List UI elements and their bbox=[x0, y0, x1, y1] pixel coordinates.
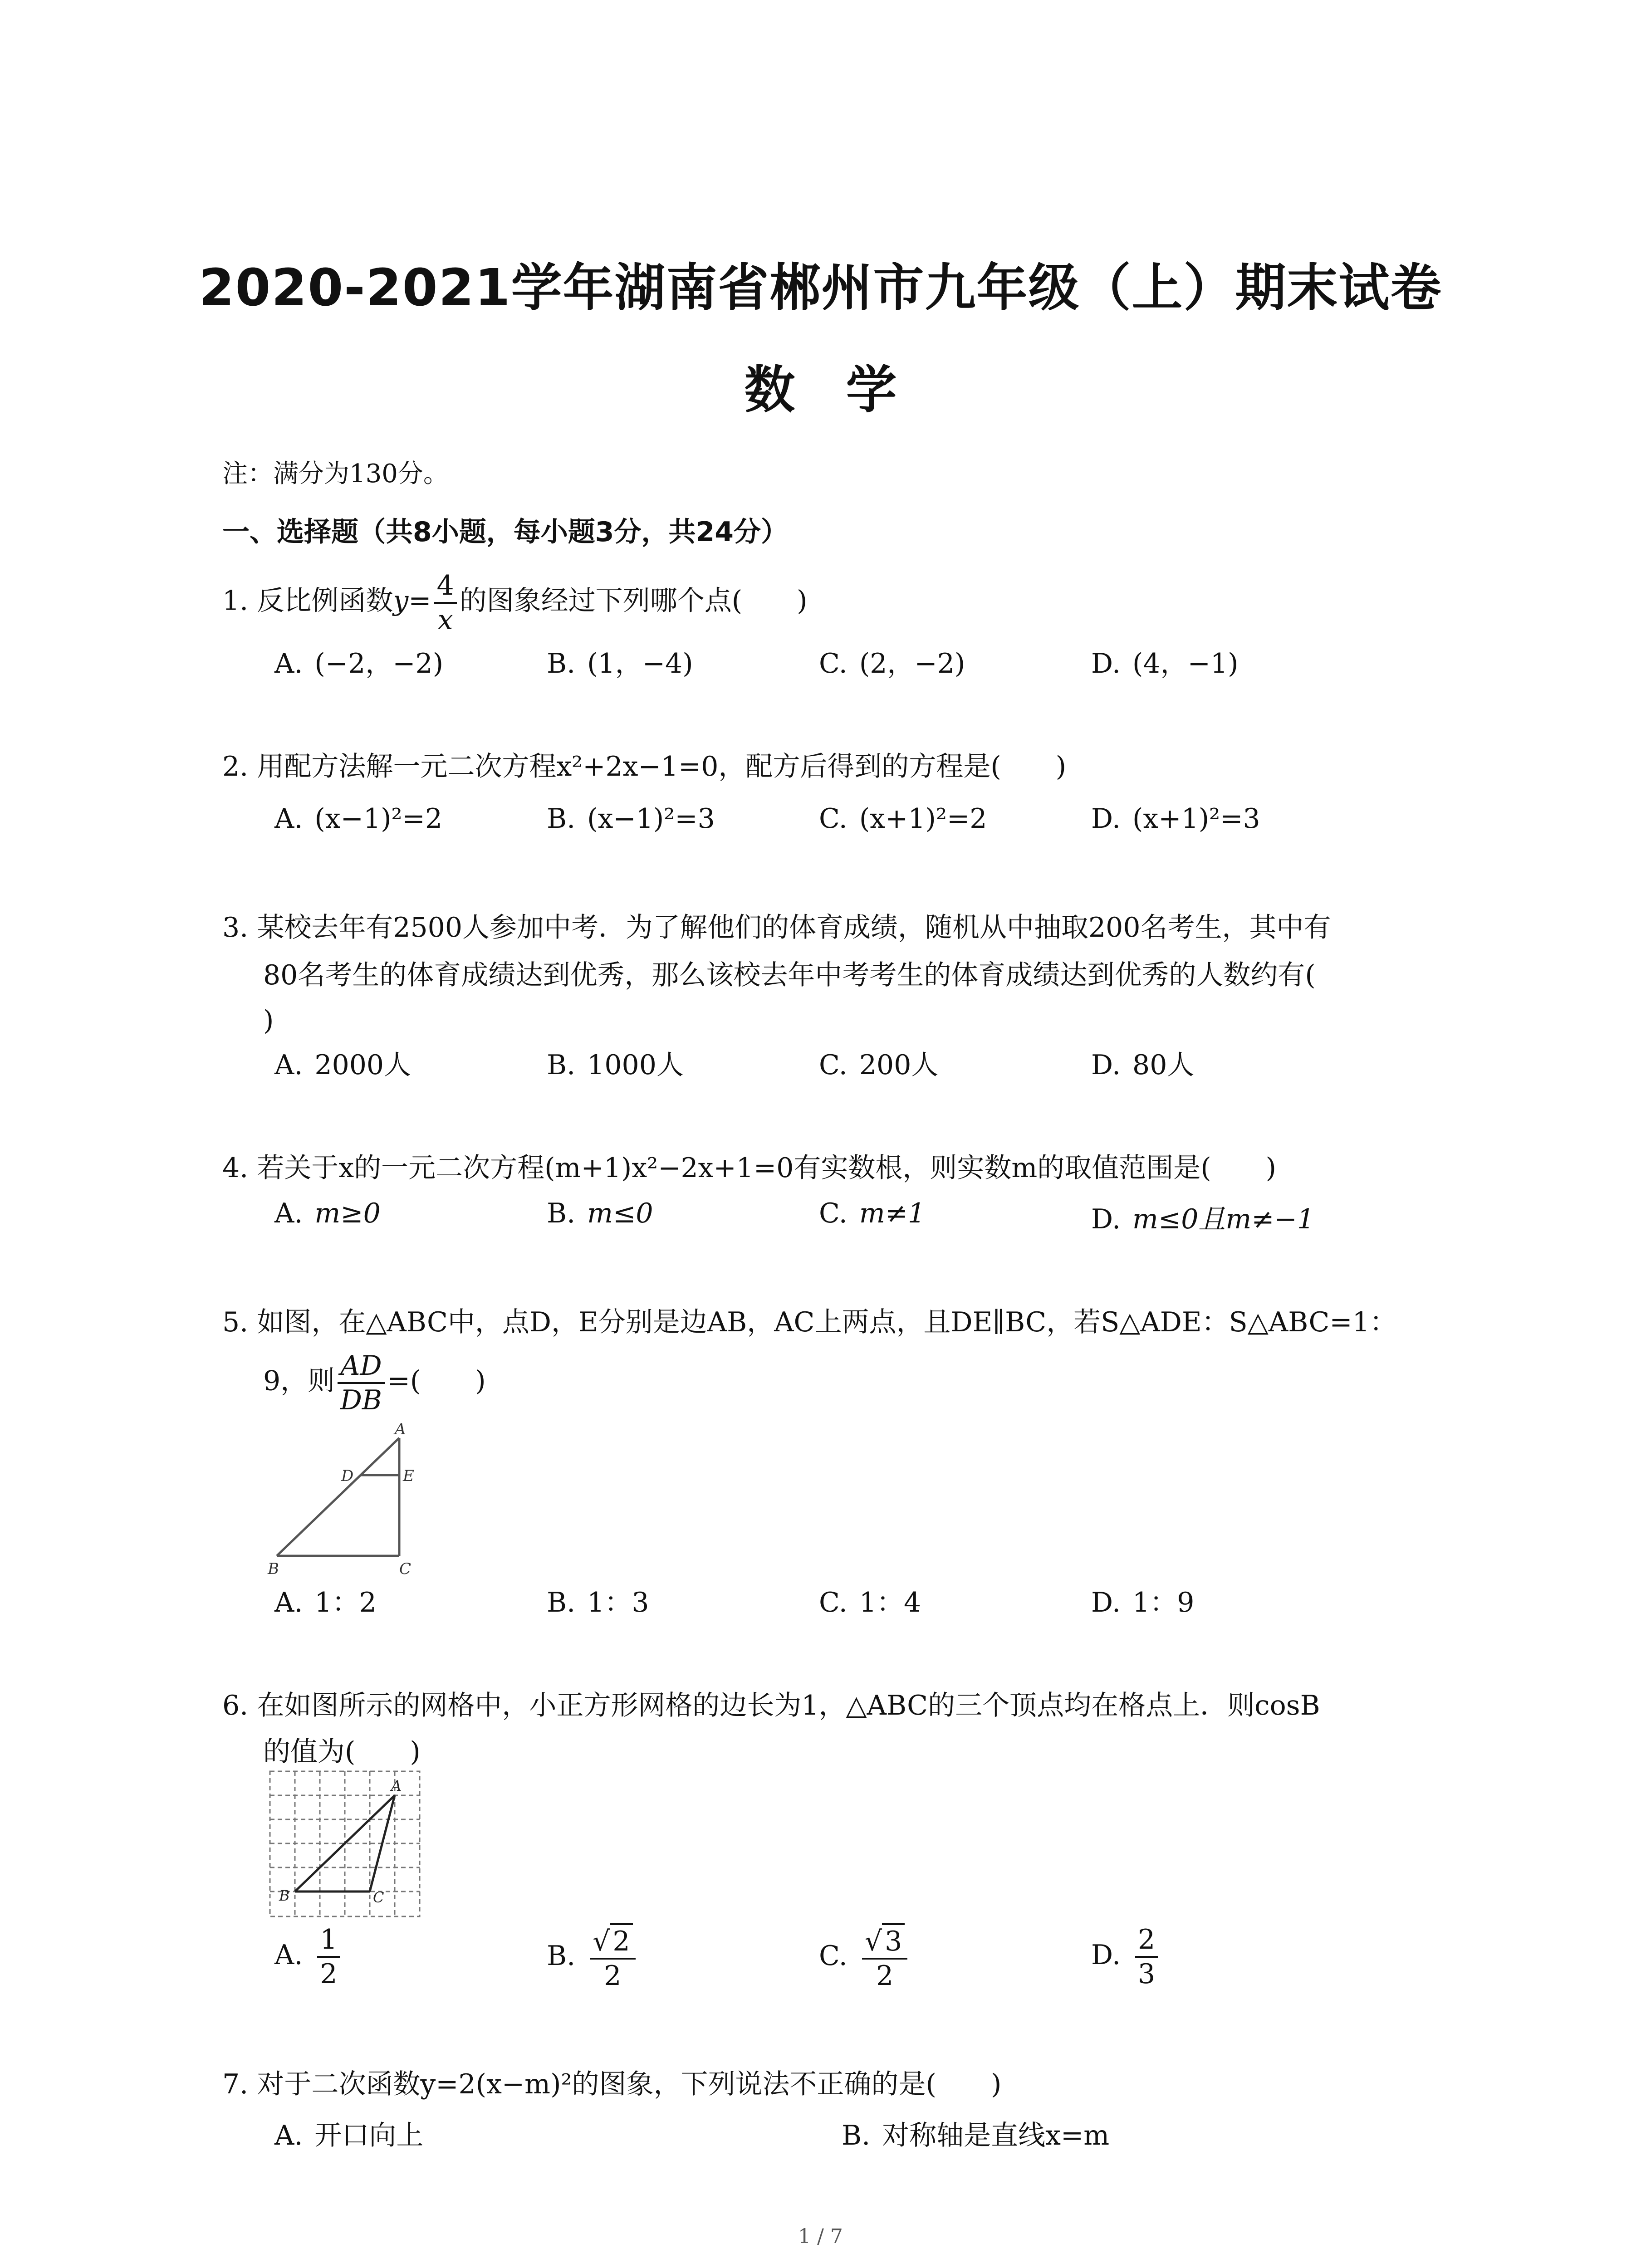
fraction-numerator: AD bbox=[338, 1349, 384, 1384]
q2-option-d[interactable] bbox=[1091, 803, 1260, 835]
option-text: 开口向上 bbox=[314, 2120, 424, 2151]
vertex-b-label: B bbox=[268, 1560, 279, 1578]
option-label: D. bbox=[1091, 803, 1121, 835]
q6-option-c[interactable] bbox=[819, 1923, 910, 1992]
q2-option-b[interactable] bbox=[547, 803, 715, 835]
option-label: C. bbox=[819, 803, 847, 835]
q5-option-d[interactable] bbox=[1091, 1581, 1194, 1620]
fraction-denominator: DB bbox=[340, 1384, 382, 1416]
question-1 bbox=[222, 569, 808, 636]
option-label: D. bbox=[1091, 648, 1121, 679]
vertex-a-label: A bbox=[395, 1420, 406, 1438]
radicand: 3 bbox=[882, 1923, 905, 1958]
option-text: (2，−2) bbox=[859, 648, 965, 679]
option-text: 对称轴是直线x=m bbox=[882, 2120, 1110, 2151]
option-text: 1：2 bbox=[314, 1587, 377, 1618]
question-5-line-2-after: =( ) bbox=[387, 1365, 486, 1397]
option-label: D. bbox=[1091, 1049, 1121, 1081]
option-label: B. bbox=[547, 1198, 576, 1229]
q3-option-c[interactable] bbox=[819, 1043, 938, 1082]
question-3-line-2: 80名考生的体育成绩达到优秀，那么该校去年中考考生的体育成绩达到优秀的人数约有( bbox=[263, 959, 1316, 991]
option-label: A. bbox=[274, 1049, 303, 1081]
q6-option-d[interactable] bbox=[1091, 1923, 1161, 1990]
option-text: m≤0 bbox=[587, 1198, 653, 1229]
option-text: 1：4 bbox=[859, 1587, 921, 1618]
q2-option-a[interactable] bbox=[274, 803, 442, 835]
side-ab bbox=[277, 1438, 399, 1556]
sqrt-sign: √ bbox=[864, 1926, 882, 1957]
option-fraction bbox=[317, 1923, 340, 1990]
question-4-stem: 4. 若关于x的一元二次方程(m+1)x²−2x+1=0有实数根，则实数m的取值范围是( ) bbox=[222, 1152, 1277, 1184]
option-text: (1，−4) bbox=[587, 648, 693, 679]
question-1-eq: = bbox=[408, 585, 431, 617]
q6-option-b[interactable] bbox=[547, 1923, 638, 1992]
point-d-label: D bbox=[341, 1467, 354, 1485]
option-label: C. bbox=[819, 1198, 847, 1229]
question-3-line-3: ) bbox=[263, 1005, 274, 1036]
q1-option-b[interactable] bbox=[547, 642, 693, 681]
q2-option-c[interactable] bbox=[819, 803, 987, 835]
option-label: A. bbox=[274, 1587, 303, 1618]
q4-option-c[interactable] bbox=[819, 1198, 925, 1229]
fraction-denominator: 2 bbox=[320, 1958, 338, 1990]
option-label: B. bbox=[842, 2120, 871, 2151]
q5-option-c[interactable] bbox=[819, 1581, 921, 1620]
vertex-c-label: C bbox=[399, 1560, 411, 1578]
option-label: B. bbox=[547, 1587, 576, 1618]
option-label: A. bbox=[274, 648, 303, 679]
q4-option-b[interactable] bbox=[547, 1198, 653, 1229]
option-label: B. bbox=[547, 1940, 576, 1972]
option-text: (x+1)²=3 bbox=[1132, 803, 1260, 835]
vertex-c-label: C bbox=[373, 1889, 384, 1906]
question-1-fraction bbox=[434, 569, 457, 636]
option-label: D. bbox=[1091, 1587, 1121, 1618]
q4-option-a[interactable] bbox=[274, 1198, 381, 1229]
option-label: A. bbox=[274, 803, 303, 835]
question-1-var: y bbox=[393, 585, 409, 617]
option-text: 1000人 bbox=[587, 1049, 684, 1081]
option-text: 200人 bbox=[859, 1049, 939, 1081]
option-fraction bbox=[862, 1923, 907, 1992]
exam-title: 2020-2021学年湖南省郴州市九年级（上）期末试卷 bbox=[199, 259, 1442, 318]
option-label: A. bbox=[274, 1939, 303, 1971]
triangle-figure bbox=[259, 1420, 431, 1583]
fraction-numerator: 4 bbox=[434, 569, 457, 604]
q1-option-c[interactable] bbox=[819, 642, 965, 681]
q4-option-d[interactable] bbox=[1091, 1198, 1314, 1237]
option-label: A. bbox=[274, 2120, 303, 2151]
vertex-b-label: B bbox=[279, 1887, 290, 1904]
q7-option-a[interactable] bbox=[274, 2114, 423, 2153]
sqrt-sign: √ bbox=[593, 1926, 610, 1957]
q1-option-a[interactable] bbox=[274, 642, 443, 681]
fraction-denominator: 3 bbox=[1138, 1958, 1156, 1990]
q3-option-a[interactable] bbox=[274, 1043, 411, 1082]
exam-subject: 数 学 bbox=[744, 361, 897, 420]
option-text: (x−1)²=3 bbox=[587, 803, 715, 835]
question-5-line-2 bbox=[263, 1349, 486, 1417]
fraction-numerator bbox=[590, 1923, 635, 1960]
question-2-stem: 2. 用配方法解一元二次方程x²+2x−1=0，配方后得到的方程是( ) bbox=[222, 751, 1067, 782]
option-text: 1：9 bbox=[1132, 1587, 1195, 1618]
option-label: D. bbox=[1091, 1203, 1121, 1235]
question-1-stem-after: 的图象经过下列哪个点( ) bbox=[459, 585, 808, 617]
option-text: m≥0 bbox=[314, 1198, 381, 1229]
option-text: 2000人 bbox=[314, 1049, 411, 1081]
option-text: (x+1)²=2 bbox=[859, 803, 987, 835]
option-text: (−2，−2) bbox=[314, 648, 444, 679]
vertex-a-label: A bbox=[391, 1777, 402, 1794]
option-text: (4，−1) bbox=[1132, 648, 1239, 679]
option-label: C. bbox=[819, 1587, 847, 1618]
q3-option-d[interactable] bbox=[1091, 1043, 1194, 1082]
option-text: 80人 bbox=[1132, 1049, 1195, 1081]
fraction-numerator bbox=[862, 1923, 907, 1960]
question-7-stem: 7. 对于二次函数y=2(x−m)²的图象，下列说法不正确的是( ) bbox=[222, 2068, 1002, 2100]
q1-option-d[interactable] bbox=[1091, 642, 1238, 681]
option-text: m≠1 bbox=[859, 1198, 926, 1229]
option-label: A. bbox=[274, 1198, 303, 1229]
q5-option-a[interactable] bbox=[274, 1581, 377, 1620]
q7-option-b[interactable] bbox=[842, 2114, 1109, 2153]
fraction-denominator: x bbox=[437, 604, 453, 636]
fraction-numerator: 1 bbox=[317, 1923, 340, 1958]
option-text: 1：3 bbox=[587, 1587, 649, 1618]
question-5-line-1: 5. 如图，在△ABC中，点D，E分别是边AB，AC上两点，且DE∥BC，若S△ADE：S△ABC=1： bbox=[222, 1306, 1397, 1338]
option-text: m≤0且m≠−1 bbox=[1132, 1203, 1315, 1235]
question-3-line-1: 3. 某校去年有2500人参加中考．为了解他们的体育成绩，随机从中抽取200名考生，其中有 bbox=[222, 912, 1331, 943]
option-fraction bbox=[590, 1923, 635, 1992]
question-5-line-2-before: 9，则 bbox=[263, 1365, 335, 1397]
page-number: 1 / 7 bbox=[798, 2225, 843, 2248]
option-label: C. bbox=[819, 1049, 847, 1081]
question-6-line-1: 6. 在如图所示的网格中，小正方形网格的边长为1，△ABC的三个顶点均在格点上．则cosB bbox=[222, 1690, 1320, 1721]
fraction-denominator: 2 bbox=[876, 1960, 894, 1992]
q3-option-b[interactable] bbox=[547, 1043, 684, 1082]
radicand: 2 bbox=[610, 1923, 632, 1958]
option-label: B. bbox=[547, 1049, 576, 1081]
option-label: B. bbox=[547, 803, 576, 835]
question-6-line-2: 的值为( ) bbox=[263, 1736, 421, 1768]
q5-option-b[interactable] bbox=[547, 1581, 649, 1620]
question-1-stem-before: 1. 反比例函数 bbox=[222, 585, 393, 617]
fraction-numerator: 2 bbox=[1135, 1923, 1158, 1958]
q6-option-a[interactable] bbox=[274, 1923, 343, 1990]
option-label: C. bbox=[819, 648, 847, 679]
question-5-fraction bbox=[338, 1349, 384, 1417]
point-e-label: E bbox=[403, 1467, 414, 1485]
score-note: 注：满分为130分。 bbox=[222, 459, 449, 489]
section-heading: 一、选择题（共8小题，每小题3分，共24分） bbox=[222, 516, 788, 548]
option-label: C. bbox=[819, 1940, 847, 1972]
option-fraction bbox=[1135, 1923, 1158, 1990]
option-label: D. bbox=[1091, 1939, 1121, 1971]
grid-figure bbox=[268, 1769, 426, 1919]
fraction-denominator: 2 bbox=[604, 1960, 622, 1992]
option-label: B. bbox=[547, 648, 576, 679]
option-text: (x−1)²=2 bbox=[314, 803, 443, 835]
